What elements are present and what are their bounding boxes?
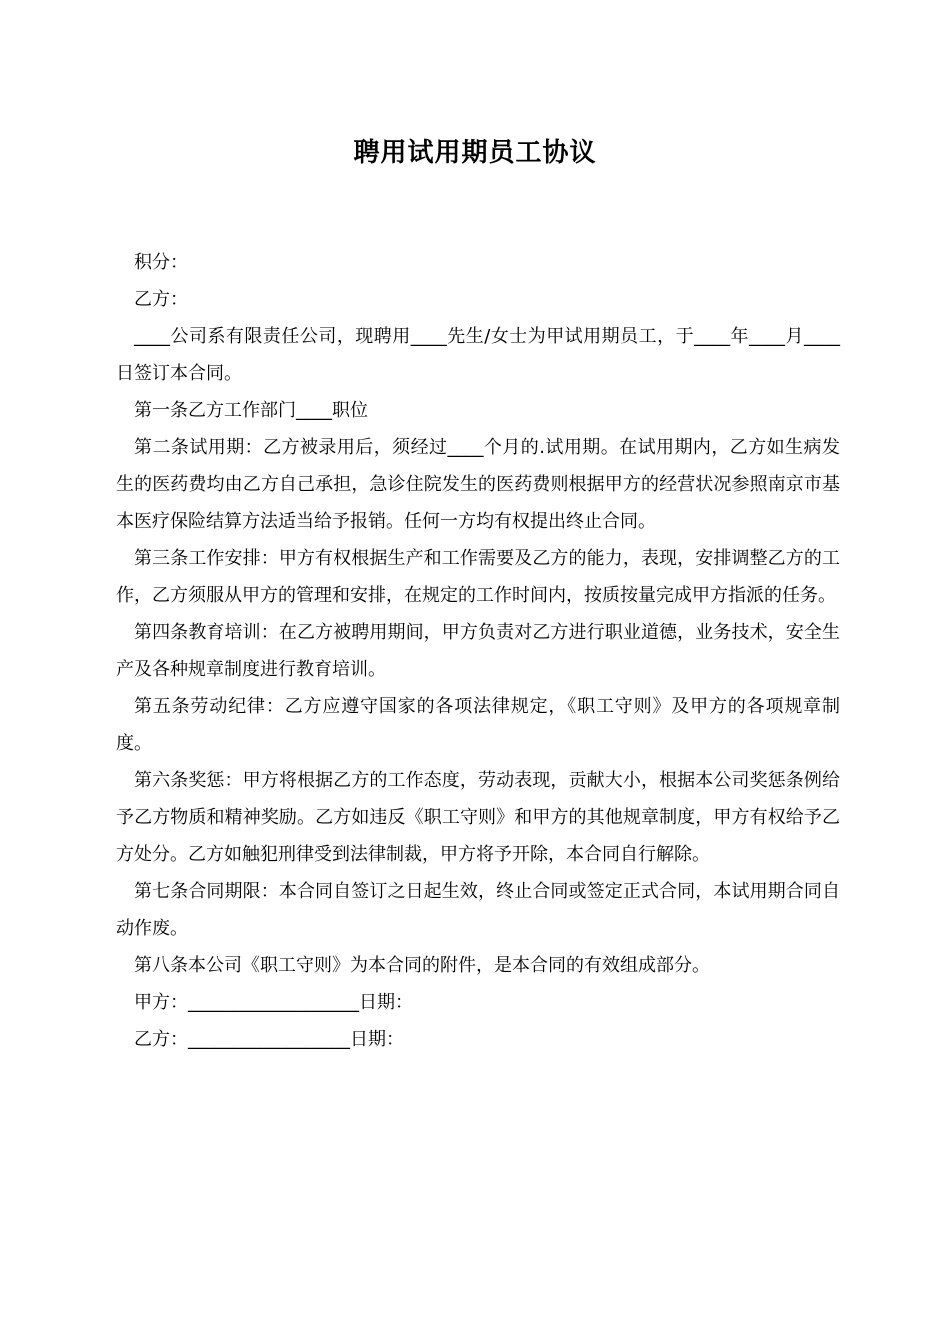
article-1: 第一条乙方工作部门____职位 [134,400,368,421]
article-7: 第七条合同期限：本合同自签订之日起生效，终止合同或签定正式合同，本试用期合同自动作废。 [116,881,840,939]
document-body [116,244,840,1058]
article-5: 第五条劳动纪律：乙方应遵守国家的各项法律规定，《职工守则》及甲方的各项规章制度。 [116,696,840,754]
document-title: 聘用试用期员工协议 [353,138,597,168]
article-8: 第八条本公司《职工守则》为本合同的附件，是本合同的有效组成部分。 [134,955,710,976]
article-4: 第四条教育培训：在乙方被聘用期间，甲方负责对乙方进行职业道德，业务技术，安全生产及各种规章制度进行教育培训。 [116,622,840,680]
party-a-signature-line: 甲方：___________________日期： [134,992,413,1013]
article-6: 第六条奖惩：甲方将根据乙方的工作态度，劳动表现，贡献大小，根据本公司奖惩条例给予乙方物质和精神奖励。乙方如违反《职工守则》和甲方的其他规章制度，甲方有权给予乙方处分。乙方如触犯刑律受到法律制裁，甲方将予开除，本合同自行解除。 [116,770,840,865]
article-2: 第二条试用期：乙方被录用后，须经过____个月的.试用期。在试用期内，乙方如生病发生的医药费均由乙方自己承担，急诊住院发生的医药费则根据甲方的经营状况参照南京市基本医疗保险结算方法适当给予报销。任何一方均有权提出终止合同。 [116,437,840,532]
intro-paragraph: ____公司系有限责任公司，现聘用____先生/女士为甲试用期员工，于____年____月____日签订本合同。 [116,326,840,384]
score-line: 积分： [134,252,188,273]
party-b-line: 乙方： [134,289,188,310]
article-3: 第三条工作安排：甲方有权根据生产和工作需要及乙方的能力，表现，安排调整乙方的工作，乙方须服从甲方的管理和安排，在规定的工作时间内，按质按量完成甲方指派的任务。 [116,548,840,606]
party-b-signature-line: 乙方：__________________日期： [134,1029,404,1050]
